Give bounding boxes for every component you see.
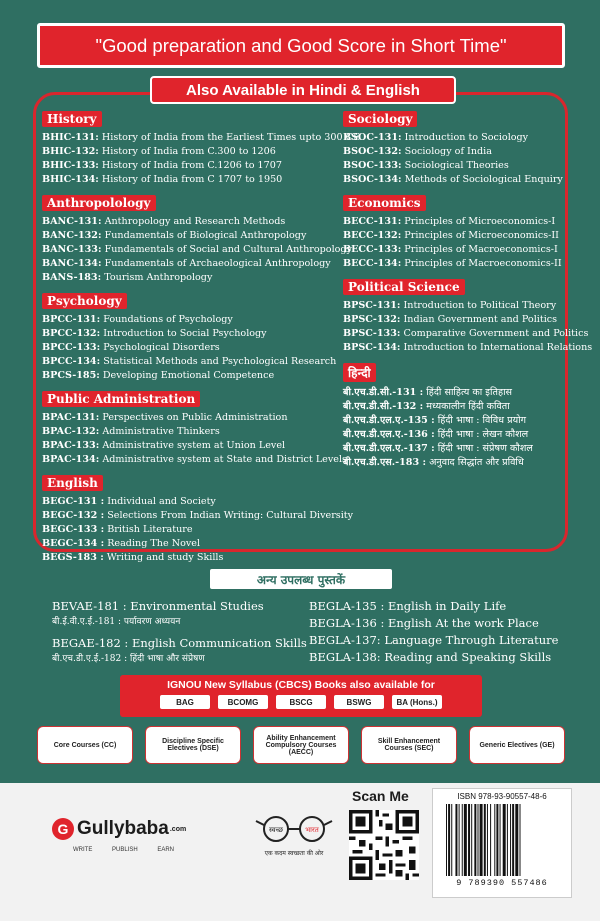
course-item (343, 428, 568, 442)
other-books-left (52, 598, 307, 666)
course-title: Fundamentals of Social and Cultural Anthropology (101, 244, 352, 255)
course-item (343, 456, 568, 470)
cbcs-panel (120, 675, 482, 717)
course-title: Tourism Anthropology (101, 272, 213, 283)
section-heading: Political Science (343, 279, 465, 295)
course-title: हिंदी साहित्य का इतिहास (423, 387, 513, 398)
programme-pill: BSCG (276, 695, 326, 709)
qr-code-icon (349, 810, 419, 880)
isbn-label: ISBN 978-93-90557-48-6 (457, 792, 547, 801)
course-code: बी.एच.डी.एस.-183 : (343, 457, 427, 468)
course-code: BPAC-132: (42, 426, 100, 437)
course-code: BSOC-131: (343, 132, 402, 143)
section-anthropolology (42, 191, 352, 285)
swachh-bharat-logo (254, 811, 334, 863)
course-code: BEGC-134 : (42, 538, 105, 549)
course-title: Administrative system at State and District Levels (99, 454, 347, 465)
barcode-icon (442, 804, 562, 876)
isbn-barcode (432, 788, 572, 898)
course-item (42, 229, 342, 243)
other-book-hindi-title: बी.एच.डी.ए.ई.-182 : हिंदी भाषा और संप्रेषण (52, 654, 205, 664)
course-item (42, 243, 352, 257)
section-economics (343, 191, 568, 271)
course-item (343, 299, 568, 313)
also-available-heading: Also Available in Hindi & English (150, 76, 456, 104)
logo-g-icon: G (52, 818, 74, 840)
course-title: Principles of Macroeconomics-I (401, 244, 558, 255)
programme-pill: BA (Hons.) (392, 695, 442, 709)
other-book-title: BEGLA-137: Language Through Literature (309, 633, 559, 647)
course-item (42, 425, 342, 439)
other-books-heading: अन्य उपलब्ध पुस्तकें (210, 569, 392, 589)
other-books-right (309, 598, 558, 666)
course-title: हिंदी भाषा : संप्रेषण कौशल (434, 443, 533, 454)
course-code: BEGC-132 : (42, 510, 105, 521)
course-code: बी.एच.डी.सी.-132 : (343, 401, 424, 412)
course-type-box: Ability Enhancement Compulsory Courses (AECC) (253, 726, 349, 764)
course-code: BANC-134: (42, 258, 102, 269)
course-code: BPSC-131: (343, 300, 401, 311)
course-item (42, 327, 342, 341)
logo-tagline: WRITE PUBLISH EARN (73, 847, 175, 853)
course-code: BPCC-134: (42, 356, 101, 367)
course-type-box: Discipline Specific Electives (DSE) (145, 726, 241, 764)
course-title: Comparative Government and Politics (400, 328, 589, 339)
course-title: Psychological Disorders (100, 342, 220, 353)
course-code: BHIC-134: (42, 174, 99, 185)
course-title: Introduction to Sociology (401, 132, 529, 143)
course-code: बी.एच.डी.सी.-131 : (343, 387, 424, 398)
course-type-box: Skill Enhancement Courses (SEC) (361, 726, 457, 764)
course-item (42, 439, 342, 453)
course-item (343, 215, 568, 229)
section-public-administration (42, 387, 347, 467)
course-item (343, 414, 568, 428)
swachh-caption: एक कदम स्वच्छता की ओर (264, 850, 324, 857)
course-code: BECC-132: (343, 230, 402, 241)
course-title: Statistical Methods and Psychological Research (100, 356, 337, 367)
course-title: History of India from C 1707 to 1950 (98, 174, 283, 185)
cbcs-title: IGNOU New Syllabus (CBCS) Books also available for (167, 679, 435, 691)
section-heading: Anthropolology (42, 195, 156, 211)
course-item (343, 313, 568, 327)
course-item (42, 159, 342, 173)
course-title: Introduction to Political Theory (400, 300, 557, 311)
section-heading: Psychology (42, 293, 127, 309)
scan-me-label: Scan Me (352, 788, 409, 804)
course-code: BPAC-134: (42, 454, 100, 465)
right-column (343, 107, 593, 474)
course-item (343, 243, 568, 257)
section-heading: English (42, 475, 103, 491)
programme-pill: BSWG (334, 695, 384, 709)
course-title: अनुवाद सिद्धांत और प्रविधि (426, 457, 524, 468)
course-code: BPCC-133: (42, 342, 101, 353)
course-title: Selections From Indian Writing: Cultural Diversity (104, 510, 354, 521)
course-title: Developing Emotional Competence (99, 370, 275, 381)
course-item (42, 509, 354, 523)
course-title: Writing and study Skills (103, 552, 224, 563)
course-title: Principles of Microeconomics-I (401, 216, 556, 227)
section-political-science (343, 275, 593, 355)
course-item (42, 369, 342, 383)
course-code: BSOC-134: (343, 174, 402, 185)
course-item (343, 229, 568, 243)
course-code: BANC-131: (42, 216, 102, 227)
course-title: हिंदी भाषा : लेखन कौशल (434, 429, 529, 440)
section-heading: Public Administration (42, 391, 200, 407)
programme-pills (120, 695, 482, 709)
course-code: BECC-131: (343, 216, 402, 227)
other-book-title: BEGAE-182 : English Communication Skills (52, 636, 307, 650)
course-title: Sociological Theories (401, 160, 509, 171)
course-title: History of India from C.300 to 1206 (98, 146, 276, 157)
course-item (42, 551, 342, 565)
section-heading: Sociology (343, 111, 417, 127)
other-book-hindi-title: बी.ई.वी.ए.ई.-181 : पर्यावरण अध्ययन (52, 617, 181, 627)
section-history (42, 107, 360, 187)
course-item (343, 159, 568, 173)
course-item (42, 453, 347, 467)
course-type-box: Generic Electives (GE) (469, 726, 565, 764)
course-item (42, 537, 342, 551)
course-code: BHIC-133: (42, 160, 99, 171)
course-title: Perspectives on Public Administration (99, 412, 288, 423)
course-item (42, 341, 342, 355)
course-item (343, 257, 568, 271)
course-item (343, 173, 568, 187)
course-title: हिंदी भाषा : विविध प्रयोग (434, 415, 527, 426)
course-code: BANC-133: (42, 244, 102, 255)
section-heading: History (42, 111, 102, 127)
course-code: BPSC-133: (343, 328, 401, 339)
course-title: Principles of Macroeconomics-II (401, 258, 562, 269)
programme-pill: BCOMG (218, 695, 268, 709)
course-item (42, 131, 360, 145)
course-code: BPCS-185: (42, 370, 100, 381)
course-title: Indian Government and Politics (400, 314, 558, 325)
programme-pill: BAG (160, 695, 210, 709)
course-item (42, 355, 342, 369)
course-title: मध्यकालीन हिंदी कविता (423, 401, 510, 412)
course-item (343, 327, 589, 341)
swachh-left-text: स्वच्छ (268, 826, 284, 834)
course-item (42, 257, 342, 271)
course-title: Individual and Society (104, 496, 216, 507)
course-type-box: Core Courses (CC) (37, 726, 133, 764)
course-item (343, 400, 568, 414)
course-title: Fundamentals of Biological Anthropology (101, 230, 307, 241)
course-code: BPAC-131: (42, 412, 100, 423)
course-item (42, 271, 342, 285)
course-item (42, 313, 342, 327)
course-code: BECC-133: (343, 244, 402, 255)
isbn-digits: 9 789390 557486 (456, 878, 548, 888)
swachh-right-text: भारत (305, 826, 319, 834)
course-title: Anthropology and Research Methods (101, 216, 286, 227)
course-item (42, 411, 342, 425)
course-code: बी.एच.डी.एल.ए.-137 : (343, 443, 435, 454)
course-type-boxes (37, 726, 565, 764)
course-item (42, 173, 342, 187)
section-psychology (42, 289, 342, 383)
section-heading: हिन्दी (343, 363, 376, 382)
course-title: Principles of Microeconomics-II (401, 230, 559, 241)
course-title: British Literature (104, 524, 193, 535)
section-english (42, 471, 354, 565)
course-item (343, 131, 568, 145)
tagline-banner: "Good preparation and Good Score in Short Time" (37, 23, 565, 68)
course-title: History of India from C.1206 to 1707 (98, 160, 282, 171)
course-item (42, 523, 342, 537)
course-code: BPAC-133: (42, 440, 100, 451)
course-title: Sociology of India (401, 146, 492, 157)
course-item (42, 145, 342, 159)
section-हिन्दी (343, 359, 568, 470)
course-title: Fundamentals of Archaeological Anthropology (101, 258, 331, 269)
section-heading: Economics (343, 195, 426, 211)
logo-suffix: .com (169, 825, 187, 833)
footer (0, 783, 600, 921)
course-code: BEGC-133 : (42, 524, 105, 535)
course-title: Methods of Sociological Enquiry (401, 174, 563, 185)
course-item (42, 215, 342, 229)
other-book-title: BEGLA-136 : English At the work Place (309, 616, 539, 630)
course-title: History of India from the Earliest Times upto 300 CE (98, 132, 360, 143)
course-code: BEGC-131 : (42, 496, 105, 507)
course-code: बी.एच.डी.एल.ए.-135 : (343, 415, 435, 426)
other-book-title: BEGLA-135 : English in Daily Life (309, 599, 507, 613)
other-book-title: BEVAE-181 : Environmental Studies (52, 599, 264, 613)
course-code: BPSC-134: (343, 342, 401, 353)
course-title: Administrative system at Union Level (99, 440, 286, 451)
course-title: Reading The Novel (104, 538, 201, 549)
logo-text: Gullybaba (77, 818, 169, 839)
course-code: BSOC-133: (343, 160, 402, 171)
course-code: BHIC-131: (42, 132, 99, 143)
course-item (343, 386, 568, 400)
course-code: BSOC-132: (343, 146, 402, 157)
course-code: BANS-183: (42, 272, 102, 283)
course-code: BECC-134: (343, 258, 402, 269)
course-title: Introduction to Social Psychology (100, 328, 267, 339)
course-title: Foundations of Psychology (100, 314, 233, 325)
other-book-title: BEGLA-138: Reading and Speaking Skills (309, 650, 552, 664)
course-title: Administrative Thinkers (99, 426, 220, 437)
course-item (343, 145, 568, 159)
course-title: Introduction to International Relations (400, 342, 593, 353)
course-item (343, 341, 593, 355)
course-code: BPCC-131: (42, 314, 101, 325)
course-code: BPCC-132: (42, 328, 101, 339)
course-item (42, 495, 342, 509)
course-item (343, 442, 568, 456)
course-code: BHIC-132: (42, 146, 99, 157)
gullybaba-logo (52, 818, 186, 840)
section-sociology (343, 107, 568, 187)
course-code: बी.एच.डी.एल.ए.-136 : (343, 429, 435, 440)
course-code: BEGS-183 : (42, 552, 104, 563)
course-code: BPSC-132: (343, 314, 401, 325)
course-code: BANC-132: (42, 230, 102, 241)
